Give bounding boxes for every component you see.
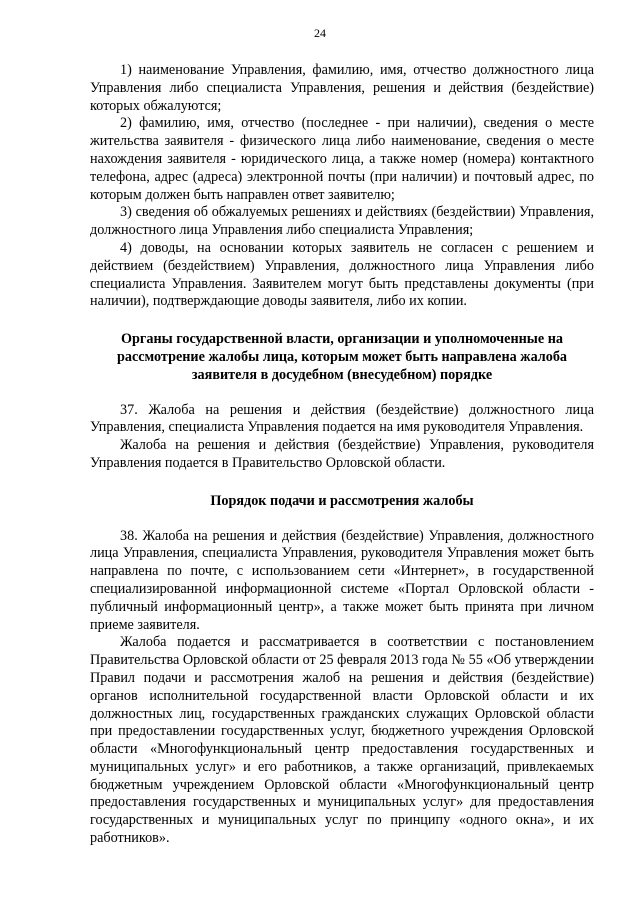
spacer (90, 385, 594, 402)
list-item: 3) сведения об обжалуемых решениях и действиях (бездействии) Управления, должностного лица Управления либо специалиста Управления; (90, 204, 594, 239)
paragraph: 37. Жалоба на решения и действия (бездействие) должностного лица Управления, специалиста Управления подается на имя руководителя Управления. (90, 401, 594, 436)
document-body (90, 62, 594, 848)
list-item: 2) фамилию, имя, отчество (последнее - при наличии), сведения о месте жительства заявителя - физического лица либо наименование, сведения о месте нахождения заявителя - юридического лица, а также номер (номера) контактного телефона, адрес (адреса) электронной почты (при наличии) и почтовый адрес, по которым должен быть направлен ответ заявителю; (90, 115, 594, 203)
paragraph: 38. Жалоба на решения и действия (бездействие) Управления, должностного лица Управления, специалиста Управления, руководителя Управления может быть направлена по почте, с использованием сети «Интернет», в государственной специализированной информационной системе «Портал Орловской области - публичный информационный центр», а также может быть принята при личном приеме заявителя. (90, 527, 594, 633)
spacer (90, 311, 594, 331)
spacer (90, 473, 594, 493)
list-item: 4) доводы, на основании которых заявитель не согласен с решением и действием (бездействием) Управления, должностного лица Управления либо специалиста Управления. Заявителем могут быть представлены документы (при наличии), подтверждающие доводы заявителя, либо их копии. (90, 239, 594, 310)
page-number: 24 (314, 26, 326, 40)
section-heading: Порядок подачи и рассмотрения жалобы (210, 492, 474, 509)
spacer (90, 511, 594, 528)
list-item: 1) наименование Управления, фамилию, имя, отчество должностного лица Управления либо специалиста Управления, решения и действия (бездействие) которых обжалуются; (90, 62, 594, 114)
paragraph: Жалоба на решения и действия (бездействие) Управления, руководителя Управления подается в Правительство Орловской области. (90, 437, 594, 471)
paragraph: Жалоба подается и рассматривается в соответствии с постановлением Правительства Орловской области от 25 февраля 2013 года № 55 «Об утверждении Правил подачи и рассмотрения жалоб на решения и действия (бездействие) органов исполнительной государственной власти Орловской области и их должностных лиц, государственных гражданских служащих Орловской области при предоставлении государственных услуг, бюджетного учреждения Орловской области «Многофункциональный центр предоставления государственных и муниципальных услуг» и его работников, а также организаций, привлекаемых бюджетным учреждением Орловской области «Многофункциональный центр предоставления государственных и муниципальных услуг» для предоставления государственных и муниципальных услуг по принципу «одного окна», и их работников». (90, 634, 594, 847)
section-heading: Органы государственной власти, организации и уполномоченные на рассмотрение жалобы лица, которым может быть направлена жалоба заявителя в досудебном (внесудебном) порядке (116, 331, 568, 383)
